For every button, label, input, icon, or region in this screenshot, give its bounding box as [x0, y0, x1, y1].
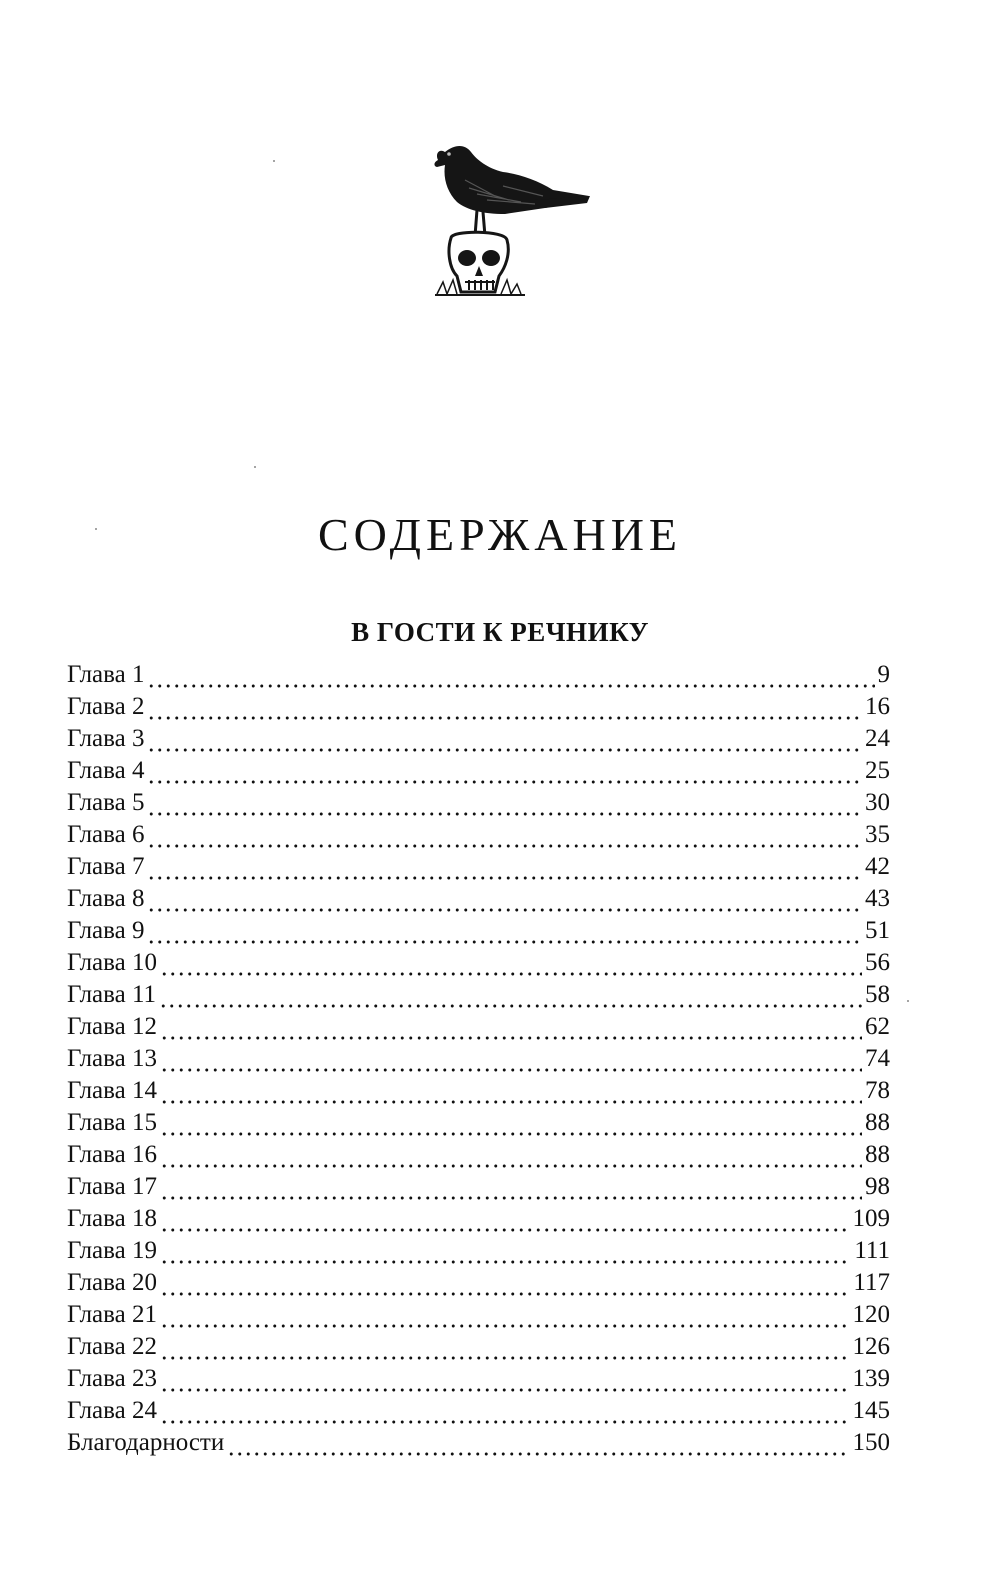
dot-leader [160, 1172, 862, 1204]
dot-leader [147, 884, 862, 916]
toc-entry-page: 58 [865, 981, 890, 1008]
toc-entry-label: Благодарности [67, 1429, 225, 1456]
toc-entry-page: 111 [854, 1237, 890, 1264]
toc-entry[interactable] [67, 650, 890, 688]
toc-entry-label: Глава 2 [67, 693, 145, 720]
toc-entry-label: Глава 9 [67, 917, 145, 944]
toc-entry-label: Глава 13 [67, 1045, 157, 1072]
toc-entry-label: Глава 10 [67, 949, 157, 976]
dot-leader [160, 948, 862, 980]
toc-entry-label: Глава 11 [67, 981, 157, 1008]
page-title: СОДЕРЖАНИЕ [317, 509, 683, 560]
toc-entry-label: Глава 8 [67, 885, 145, 912]
dot-leader [159, 980, 862, 1012]
dot-leader [160, 1396, 850, 1428]
dot-leader [147, 660, 874, 692]
toc-entry-page: 9 [877, 661, 890, 688]
toc-entry-page: 145 [852, 1397, 890, 1424]
toc-entry-page: 56 [865, 949, 890, 976]
toc-entry-page: 43 [865, 885, 890, 912]
part-title: В ГОСТИ К РЕЧНИКУ [351, 617, 649, 647]
dot-leader [147, 916, 862, 948]
toc-entry-page: 126 [852, 1333, 890, 1360]
toc-entry-page: 35 [865, 821, 890, 848]
toc-entry-page: 16 [865, 693, 890, 720]
print-speck [907, 1000, 909, 1002]
toc-entry-label: Глава 20 [67, 1269, 157, 1296]
toc-entry-page: 98 [865, 1173, 890, 1200]
dot-leader [160, 1332, 850, 1364]
dot-leader [160, 1044, 862, 1076]
toc-entry-label: Глава 24 [67, 1397, 157, 1424]
dot-leader [147, 756, 862, 788]
toc-entry-page: 109 [852, 1205, 890, 1232]
toc-entry-label: Глава 6 [67, 821, 145, 848]
toc-entry-label: Глава 19 [67, 1237, 157, 1264]
dot-leader [160, 1140, 862, 1172]
toc-entry-label: Глава 21 [67, 1301, 157, 1328]
table-of-contents [67, 650, 890, 1456]
toc-entry-label: Глава 12 [67, 1013, 157, 1040]
toc-entry-label: Глава 4 [67, 757, 145, 784]
toc-entry-label: Глава 22 [67, 1333, 157, 1360]
toc-entry-page: 62 [865, 1013, 890, 1040]
toc-entry-page: 30 [865, 789, 890, 816]
toc-entry-page: 88 [865, 1141, 890, 1168]
dot-leader [160, 1108, 862, 1140]
toc-entry-label: Глава 17 [67, 1173, 157, 1200]
print-speck [254, 466, 256, 468]
raven-on-skull-icon [425, 130, 595, 300]
toc-entry-page: 139 [852, 1365, 890, 1392]
toc-entry-page: 74 [865, 1045, 890, 1072]
toc-entry-label: Глава 16 [67, 1141, 157, 1168]
dot-leader [160, 1076, 862, 1108]
dot-leader [147, 788, 862, 820]
dot-leader [227, 1428, 849, 1460]
dot-leader [147, 820, 862, 852]
dot-leader [160, 1364, 850, 1396]
toc-entry-page: 150 [852, 1429, 890, 1456]
toc-entry-page: 25 [865, 757, 890, 784]
toc-entry-label: Глава 18 [67, 1205, 157, 1232]
dot-leader [160, 1204, 850, 1236]
toc-entry-label: Глава 7 [67, 853, 145, 880]
toc-entry-page: 88 [865, 1109, 890, 1136]
print-speck [273, 160, 275, 162]
dot-leader [147, 724, 862, 756]
toc-entry-page: 24 [865, 725, 890, 752]
toc-entry-label: Глава 3 [67, 725, 145, 752]
dot-leader [160, 1012, 862, 1044]
toc-entry-label: Глава 23 [67, 1365, 157, 1392]
dot-leader [147, 852, 862, 884]
dot-leader [160, 1300, 850, 1332]
toc-entry-page: 51 [865, 917, 890, 944]
dot-leader [160, 1236, 851, 1268]
toc-entry-page: 78 [865, 1077, 890, 1104]
toc-entry-page: 120 [852, 1301, 890, 1328]
dot-leader [147, 692, 862, 724]
toc-entry-label: Глава 14 [67, 1077, 157, 1104]
toc-entry-page: 117 [853, 1269, 890, 1296]
dot-leader [160, 1268, 850, 1300]
toc-entry-label: Глава 5 [67, 789, 145, 816]
toc-entry-page: 42 [865, 853, 890, 880]
toc-entry-label: Глава 15 [67, 1109, 157, 1136]
toc-entry-label: Глава 1 [67, 661, 145, 688]
